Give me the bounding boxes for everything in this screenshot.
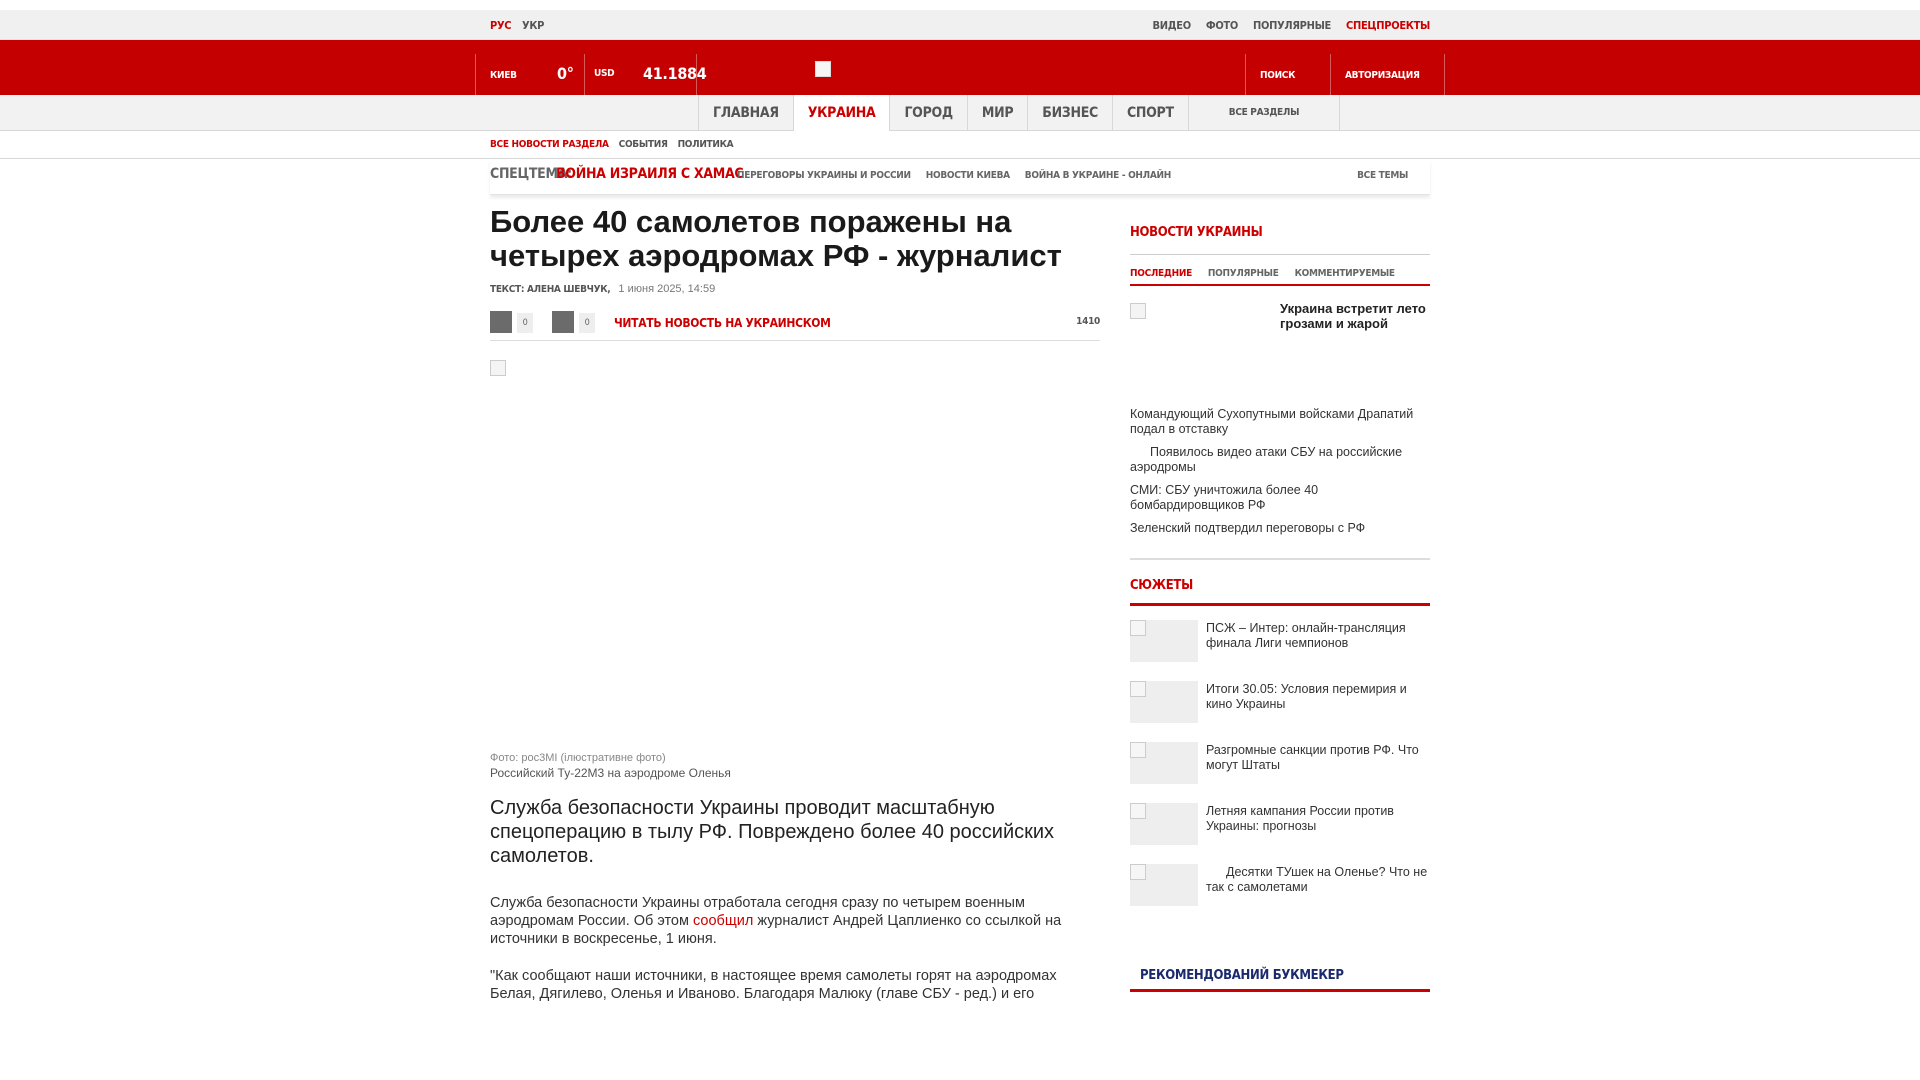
top-link-specprojects[interactable]: СПЕЦПРОЕКТЫ — [1346, 19, 1430, 32]
subnav-politics[interactable]: ПОЛИТИКА — [677, 139, 734, 150]
top-link-photo[interactable]: ФОТО — [1205, 19, 1238, 32]
sidebar-news-list — [1130, 407, 1430, 544]
featured-news-title[interactable]: Украина встретит лето грозами и жарой — [1280, 301, 1426, 331]
currency-code: USD — [594, 68, 615, 79]
story-title[interactable]: ПСЖ – Интер: онлайн-трансляция финала Лиги чемпионов — [1206, 621, 1406, 650]
story-thumbnail[interactable] — [1130, 864, 1198, 906]
topic-link-war-online[interactable]: ВОЙНА В УКРАИНЕ - ОНЛАЙН — [1024, 170, 1171, 181]
nav-item-business[interactable]: БИЗНЕС — [1027, 95, 1112, 131]
all-topics-link[interactable]: ВСЕ ТЕМЫ — [1357, 170, 1408, 181]
article-meta — [490, 283, 1100, 295]
sidebar-tabs — [1130, 260, 1430, 286]
article-paragraph: "Как сообщают наши источники, в настоящее время самолеты горят на аэродромах Белая, Дягилево, Оленья и Иваново. Благодаря Малюку (главе СБУ - ред.) и его — [490, 968, 1057, 1002]
top-link-popular[interactable]: ПОПУЛЯРНЫЕ — [1253, 19, 1331, 32]
top-links — [1153, 19, 1431, 32]
subnav-all-news[interactable]: ВСЕ НОВОСТИ РАЗДЕЛА — [490, 139, 609, 150]
stories-heading[interactable]: СЮЖЕТЫ — [1130, 578, 1193, 593]
sidebar-news-heading[interactable]: НОВОСТИ УКРАИНЫ — [1130, 225, 1263, 240]
story-title[interactable]: Летняя кампания России против Украины: прогнозы — [1206, 804, 1394, 833]
story-item[interactable] — [1130, 620, 1430, 664]
story-thumbnail[interactable] — [1130, 620, 1198, 662]
topic-link-kyiv-news[interactable]: НОВОСТИ КИЕВА — [925, 170, 1010, 181]
news-item[interactable]: Зеленский подтвердил переговоры с РФ — [1130, 521, 1366, 535]
article-title: Более 40 самолетов поражены на четырех аэродромах РФ - журналист — [490, 204, 1062, 273]
topic-link-negotiations[interactable]: ПЕРЕГОВОРЫ УКРАИНЫ И РОССИИ — [737, 170, 911, 181]
share-count: 0 — [517, 313, 533, 333]
nav-item-main[interactable]: ГЛАВНАЯ — [698, 95, 793, 131]
story-title[interactable]: Итоги 30.05: Условия перемирия и кино Украины — [1206, 682, 1407, 711]
site-header — [0, 40, 1920, 95]
divider — [1130, 254, 1430, 255]
photo-caption: Российский Ту-22М3 на аэродроме Оленья — [490, 766, 731, 780]
search-link[interactable]: ПОИСК — [1260, 70, 1296, 81]
bookmaker-heading: РЕКОМЕНДОВАНИЙ БУКМЕКЕР — [1140, 968, 1344, 983]
story-item[interactable] — [1130, 803, 1430, 847]
views-count: 1410 — [1076, 316, 1100, 327]
subnav-events[interactable]: СОБЫТИЯ — [618, 139, 668, 150]
tab-popular[interactable]: ПОПУЛЯРНЫЕ — [1207, 268, 1279, 279]
spec-topics-bar — [490, 159, 1430, 195]
nav-item-sport[interactable]: СПОРТ — [1112, 95, 1188, 131]
nav-item-world[interactable]: МИР — [967, 95, 1027, 131]
section-subnav — [0, 131, 1920, 159]
story-title[interactable]: Разгромные санкции против РФ. Что могут Штаты — [1206, 743, 1419, 772]
telegram-share-icon[interactable] — [552, 311, 574, 333]
story-item[interactable] — [1130, 864, 1430, 908]
weather-city[interactable]: КИЕВ — [490, 70, 517, 81]
story-item[interactable] — [1130, 742, 1430, 786]
top-link-video[interactable]: ВИДЕО — [1152, 19, 1191, 32]
story-thumbnail[interactable] — [1130, 742, 1198, 784]
share-bar — [490, 307, 1100, 341]
news-item[interactable]: Командующий Сухопутными войсками Драпатий подал в отставку — [1130, 407, 1414, 436]
facebook-share-icon[interactable] — [490, 311, 512, 333]
weather-temperature: 0° — [557, 64, 574, 83]
article-lead: Служба безопасности Украины проводит масштабную спецоперацию в тылу РФ. Повреждено более 40 российских самолетов. — [490, 797, 1055, 867]
article-header — [490, 205, 1100, 341]
spec-topic-label: СПЕЦТЕМА: — [490, 166, 572, 182]
article-paragraph: Служба безопасности Украины отработала сегодня сразу по четырем военным аэродромам России. Об этом сообщил журналист Андрей Цаплиенко со ссылкой на источники в воскресенье, 1 июня. — [490, 895, 1062, 947]
divider — [1130, 603, 1430, 606]
divider — [1130, 558, 1430, 560]
nav-item-all-sections[interactable]: ВСЕ РАЗДЕЛЫ — [1188, 95, 1340, 131]
article-author[interactable]: ТЕКСТ: АЛЕНА ШЕВЧУК, — [490, 284, 611, 295]
nav-item-ukraine[interactable]: УКРАИНА — [793, 95, 890, 131]
featured-news-image[interactable] — [1130, 303, 1146, 319]
story-item[interactable] — [1130, 681, 1430, 725]
source-link[interactable]: сообщил — [692, 913, 754, 929]
bookmaker-block — [1130, 966, 1430, 992]
lang-ru-link[interactable]: РУС — [490, 19, 512, 32]
top-bar — [0, 10, 1920, 40]
tab-latest[interactable]: ПОСЛЕДНИЕ — [1130, 268, 1192, 279]
main-nav — [0, 95, 1920, 131]
spec-topic-link[interactable]: ВОЙНА ИЗРАИЛЯ С ХАМАС — [556, 166, 744, 182]
story-thumbnail[interactable] — [1130, 803, 1198, 845]
news-item[interactable]: Появилось видео атаки СБУ на российские аэродромы — [1130, 445, 1403, 474]
auth-link[interactable]: АВТОРИЗАЦИЯ — [1345, 70, 1420, 81]
currency-rate: 41.1884 — [643, 64, 707, 83]
story-thumbnail[interactable] — [1130, 681, 1198, 723]
read-in-ukrainian-link[interactable]: ЧИТАТЬ НОВОСТЬ НА УКРАИНСКОМ — [614, 316, 831, 330]
article-main-image — [490, 360, 506, 376]
news-item[interactable]: СМИ: СБУ уничтожила более 40 бомбардировщиков РФ — [1130, 483, 1319, 512]
tab-commented[interactable]: КОММЕНТИРУЕМЫЕ — [1294, 268, 1395, 279]
site-logo[interactable] — [815, 61, 831, 77]
nav-item-city[interactable]: ГОРОД — [889, 95, 966, 131]
lang-ua-link[interactable]: УКР — [522, 19, 545, 32]
photo-credit: Фото: рос3МІ (ілюстративне фото) — [490, 752, 666, 764]
share-count: 0 — [579, 313, 595, 333]
article-date: 1 июня 2025, 14:59 — [618, 283, 716, 295]
story-title[interactable]: Десятки ТУшек на Оленье? Что не так с самолетами — [1206, 865, 1428, 894]
